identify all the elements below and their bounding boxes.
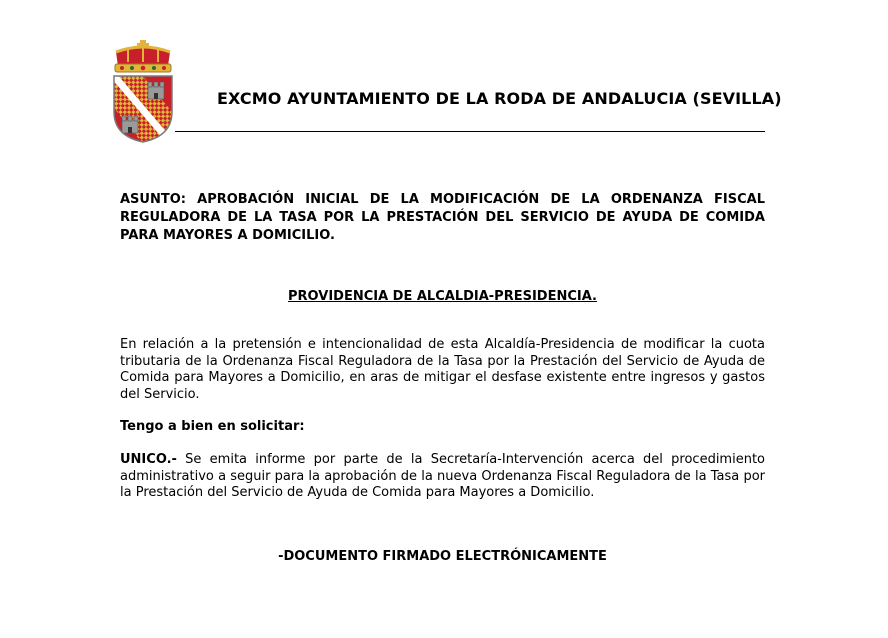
organization-title: EXCMO AYUNTAMIENTO DE LA RODA DE ANDALUCIA (SEVILLA) <box>217 89 782 108</box>
header-divider <box>175 131 765 132</box>
request-heading: Tengo a bien en solicitar: <box>120 419 305 434</box>
unico-text: Se emita informe por parte de la Secretaría-Intervención acerca del procedimiento administrativo a seguir para la aprobación de la nueva Ordenanza Fiscal Reguladora de la Tasa por la Prestación del Servicio de Ayuda de Comida para Mayores a Domicilio. <box>120 452 765 500</box>
crown-icon <box>115 40 171 72</box>
unico-label: UNICO.- <box>120 452 177 467</box>
order-title: PROVIDENCIA DE ALCALDIA-PRESIDENCIA. <box>288 289 597 304</box>
intro-paragraph: En relación a la pretensión e intencionalidad de esta Alcaldía-Presidencia de modificar la cuota tributaria de la Ordenanza Fiscal Reguladora de la Tasa por la Prestación del Servicio de Ayuda de Comida para Mayores a Domicilio, en aras de mitigar el desfase existente entre ingresos y gastos del Servicio. <box>120 337 765 402</box>
municipal-coat-of-arms-icon <box>110 40 176 144</box>
unico-paragraph <box>120 452 765 502</box>
document-subject: ASUNTO: APROBACIÓN INICIAL DE LA MODIFICACIÓN DE LA ORDENANZA FISCAL REGULADORA DE LA TASA POR LA PRESTACIÓN DEL SERVICIO DE AYUDA DE COMIDA PARA MAYORES A DOMICILIO. <box>120 192 765 243</box>
signature-note: -DOCUMENTO FIRMADO ELECTRÓNICAMENTE <box>278 549 607 564</box>
